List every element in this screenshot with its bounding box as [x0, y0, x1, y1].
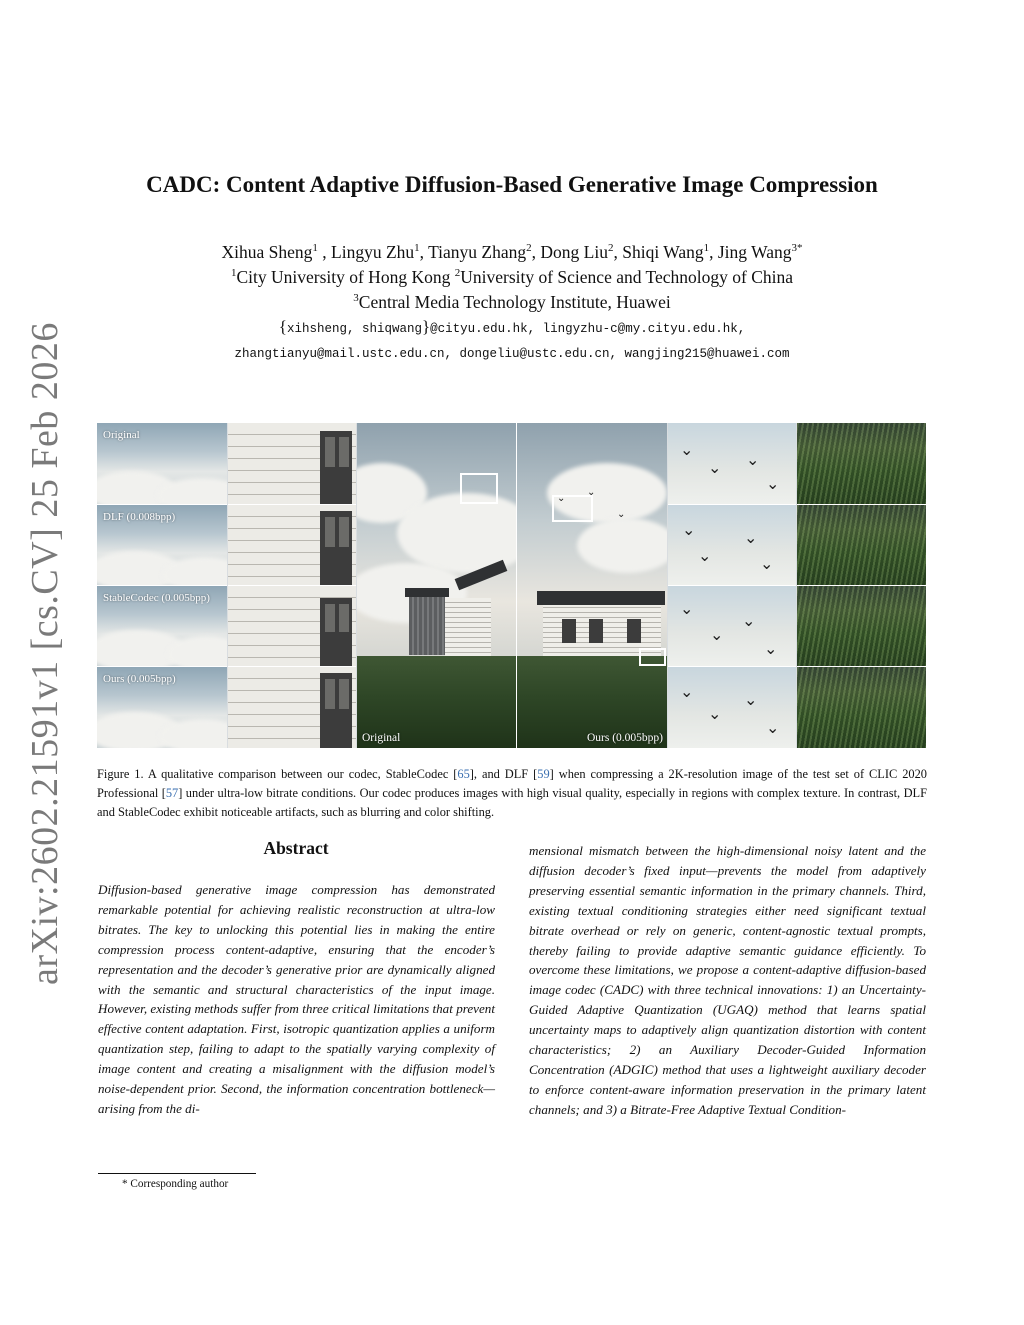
bird-icon: ⌄: [708, 706, 722, 723]
grass-crop-dlf: [797, 505, 926, 586]
bird-icon: ⌄: [617, 509, 626, 520]
bird-icon: ⌄: [746, 452, 760, 469]
bird-icon: ⌄: [742, 613, 756, 630]
grass-crop-column: [797, 423, 926, 748]
author: Jing Wang$^{3*}$: [717, 242, 803, 262]
paper-title: CADC: Content Adaptive Diffusion-Based Generative Image Compression: [146, 172, 878, 197]
author: Tianyu Zhang$^2$: [428, 242, 532, 262]
bird-icon: ⌄: [680, 601, 694, 618]
house-gable-left: [445, 598, 491, 658]
arxiv-identifier: arXiv:2602.21591v1 [cs.CV] 25 Feb 2026: [24, 322, 66, 985]
bird-icon: ⌄: [682, 522, 696, 539]
zoom-box-grass: [639, 648, 666, 666]
footnote: * Corresponding author: [122, 1178, 229, 1190]
bird-icon: ⌄: [766, 720, 780, 737]
bird-icon: ⌄: [710, 627, 724, 644]
sky-crop-column: [97, 423, 227, 748]
grass-crop-ours: [797, 667, 926, 748]
emails-line-1: {xihsheng, shiqwang}@cityu.edu.hk, lingyzhu-c@my.cityu.edu.hk,: [278, 317, 746, 336]
bird-icon: ⌄: [760, 556, 774, 573]
grass-crop-original: [797, 423, 926, 505]
bird-icon: ⌄: [764, 641, 778, 658]
bird-icon: ⌄: [744, 692, 758, 709]
small-shed: [409, 595, 445, 655]
center-scene-original: [357, 423, 516, 748]
row-label: Original: [103, 429, 140, 441]
footnote-rule: [98, 1173, 256, 1174]
window-crop-dlf: [228, 505, 356, 586]
sky-crop-dlf: [97, 505, 227, 586]
window-crop-stablecodec: [228, 586, 356, 667]
window-crop-column: [228, 423, 356, 748]
author: Lingyu Zhu$^1$: [331, 242, 420, 262]
row-label: DLF (0.008bpp): [103, 511, 176, 523]
sky-crop-ours: [97, 667, 227, 748]
bird-icon: ⌄: [680, 442, 694, 459]
birds-crop-dlf: [668, 505, 796, 586]
author: Dong Liu$^2$: [540, 242, 614, 262]
bird-icon: ⌄: [744, 530, 758, 547]
author: Xihua Sheng$^1$: [221, 242, 318, 262]
bird-icon: ⌄: [766, 476, 780, 493]
author-emails: [0, 314, 1024, 367]
birds-crop-stablecodec: [668, 586, 796, 667]
scene-label-ours: Ours (0.005bpp): [586, 732, 663, 744]
grass-crop-stablecodec: [797, 586, 926, 667]
emails-line-2: zhangtianyu@mail.ustc.edu.cn, dongeliu@ustc.edu.cn, wangjing215@huawei.com: [234, 347, 790, 361]
window-crop-original: [228, 423, 356, 505]
row-label: Ours (0.005bpp): [103, 673, 176, 685]
bird-icon: ⌄: [557, 493, 566, 504]
citation-link[interactable]: 57: [165, 786, 179, 800]
author-names: Xihua Sheng$^1$ , Lingyu Zhu$^1$, Tianyu Zhang$^2$, Dong Liu$^2$, Shiqi Wang$^1$, Jing Wang$^{3*}$: [221, 242, 803, 262]
birds-crop-ours: [668, 667, 796, 748]
affiliations-line-2: $^3$Central Media Technology Institute, Huawei: [353, 292, 671, 312]
bird-icon: ⌄: [587, 487, 596, 498]
birds-crop-column: [668, 423, 796, 748]
citation-link[interactable]: 65: [457, 767, 470, 781]
bird-icon: ⌄: [698, 548, 712, 565]
sky-crop-stablecodec: [97, 586, 227, 667]
figure-1: [97, 423, 926, 748]
author: Shiqi Wang$^1$: [622, 242, 710, 262]
row-label: StableCodec (0.005bpp): [103, 592, 210, 604]
author-block: [0, 240, 1024, 315]
sky-crop-original: [97, 423, 227, 505]
center-scene-ours: [517, 423, 667, 748]
birds-crop-original: [668, 423, 796, 505]
window-crop-ours: [228, 667, 356, 748]
affiliations-line-1: $^1$City University of Hong Kong $^2$University of Science and Technology of China: [230, 267, 794, 287]
citation-link[interactable]: 59: [537, 767, 550, 781]
scene-label-original: Original: [362, 732, 401, 744]
bird-icon: ⌄: [680, 684, 694, 701]
figure-caption: Figure 1. A qualitative comparison between our codec, StableCodec [65], and DLF [59] when compressing a 2K-resolution image of the test set of CLIC 2020 Professional [57] under ultra-low bitrate conditions. Our codec produces images with high visual quality, especially in regions with complex texture. In contrast, DLF and StableCodec exhibit noticeable artifacts, such as blurring and color shifting.: [97, 767, 928, 819]
abstract-left-column: Diffusion-based generative image compression has demonstrated remarkable potential for achieving realistic reconstruction at ultra-low bitrates. The key to unlocking this potential lies in making the entire compression process content-adaptive, ensuring that the encoder’s representation and the decoder’s generative prior are dynamically aligned with the semantic and structural characteristics of the input image. However, existing methods suffer from three critical limitations that prevent effective content adaptation. First, isotropic quantization applies a uniform quantization step, failing to adapt to the spatially varying complexity of image content and creating a misalignment with the diffusion model’s noise-dependent prior. Second, the information concentration bottleneck—arising from the di-: [98, 882, 495, 1116]
zoom-box-sky: [460, 473, 498, 504]
bird-icon: ⌄: [708, 460, 722, 477]
abstract-heading: Abstract: [263, 838, 329, 858]
abstract-right-column: mensional mismatch between the high-dimensional noisy latent and the diffusion decoder’s fixed input—prevents the model from adaptively preserving essential semantic information in the primary channels. Third, existing textual conditioning strategies either need significant textual bitrate overhead or rely on generic, content-agnostic textual prompts, thereby failing to provide adaptive semantic guidance efficiently. To overcome these limitations, we propose a content-adaptive diffusion-based image codec (CADC) with three technical innovations: 1) an Uncertainty-Guided Adaptive Quantization (UGAQ) method that learns spatial uncertainty maps to adaptively align quantization distortion with content characteristics; 2) an Auxiliary Decoder-Guided Information Concentration (ADGIC) method that uses a lightweight auxiliary decoder to enforce content-aware information preservation in the primary latent channels; and 3) a Bitrate-Free Adaptive Textual Condition-: [529, 843, 926, 1117]
